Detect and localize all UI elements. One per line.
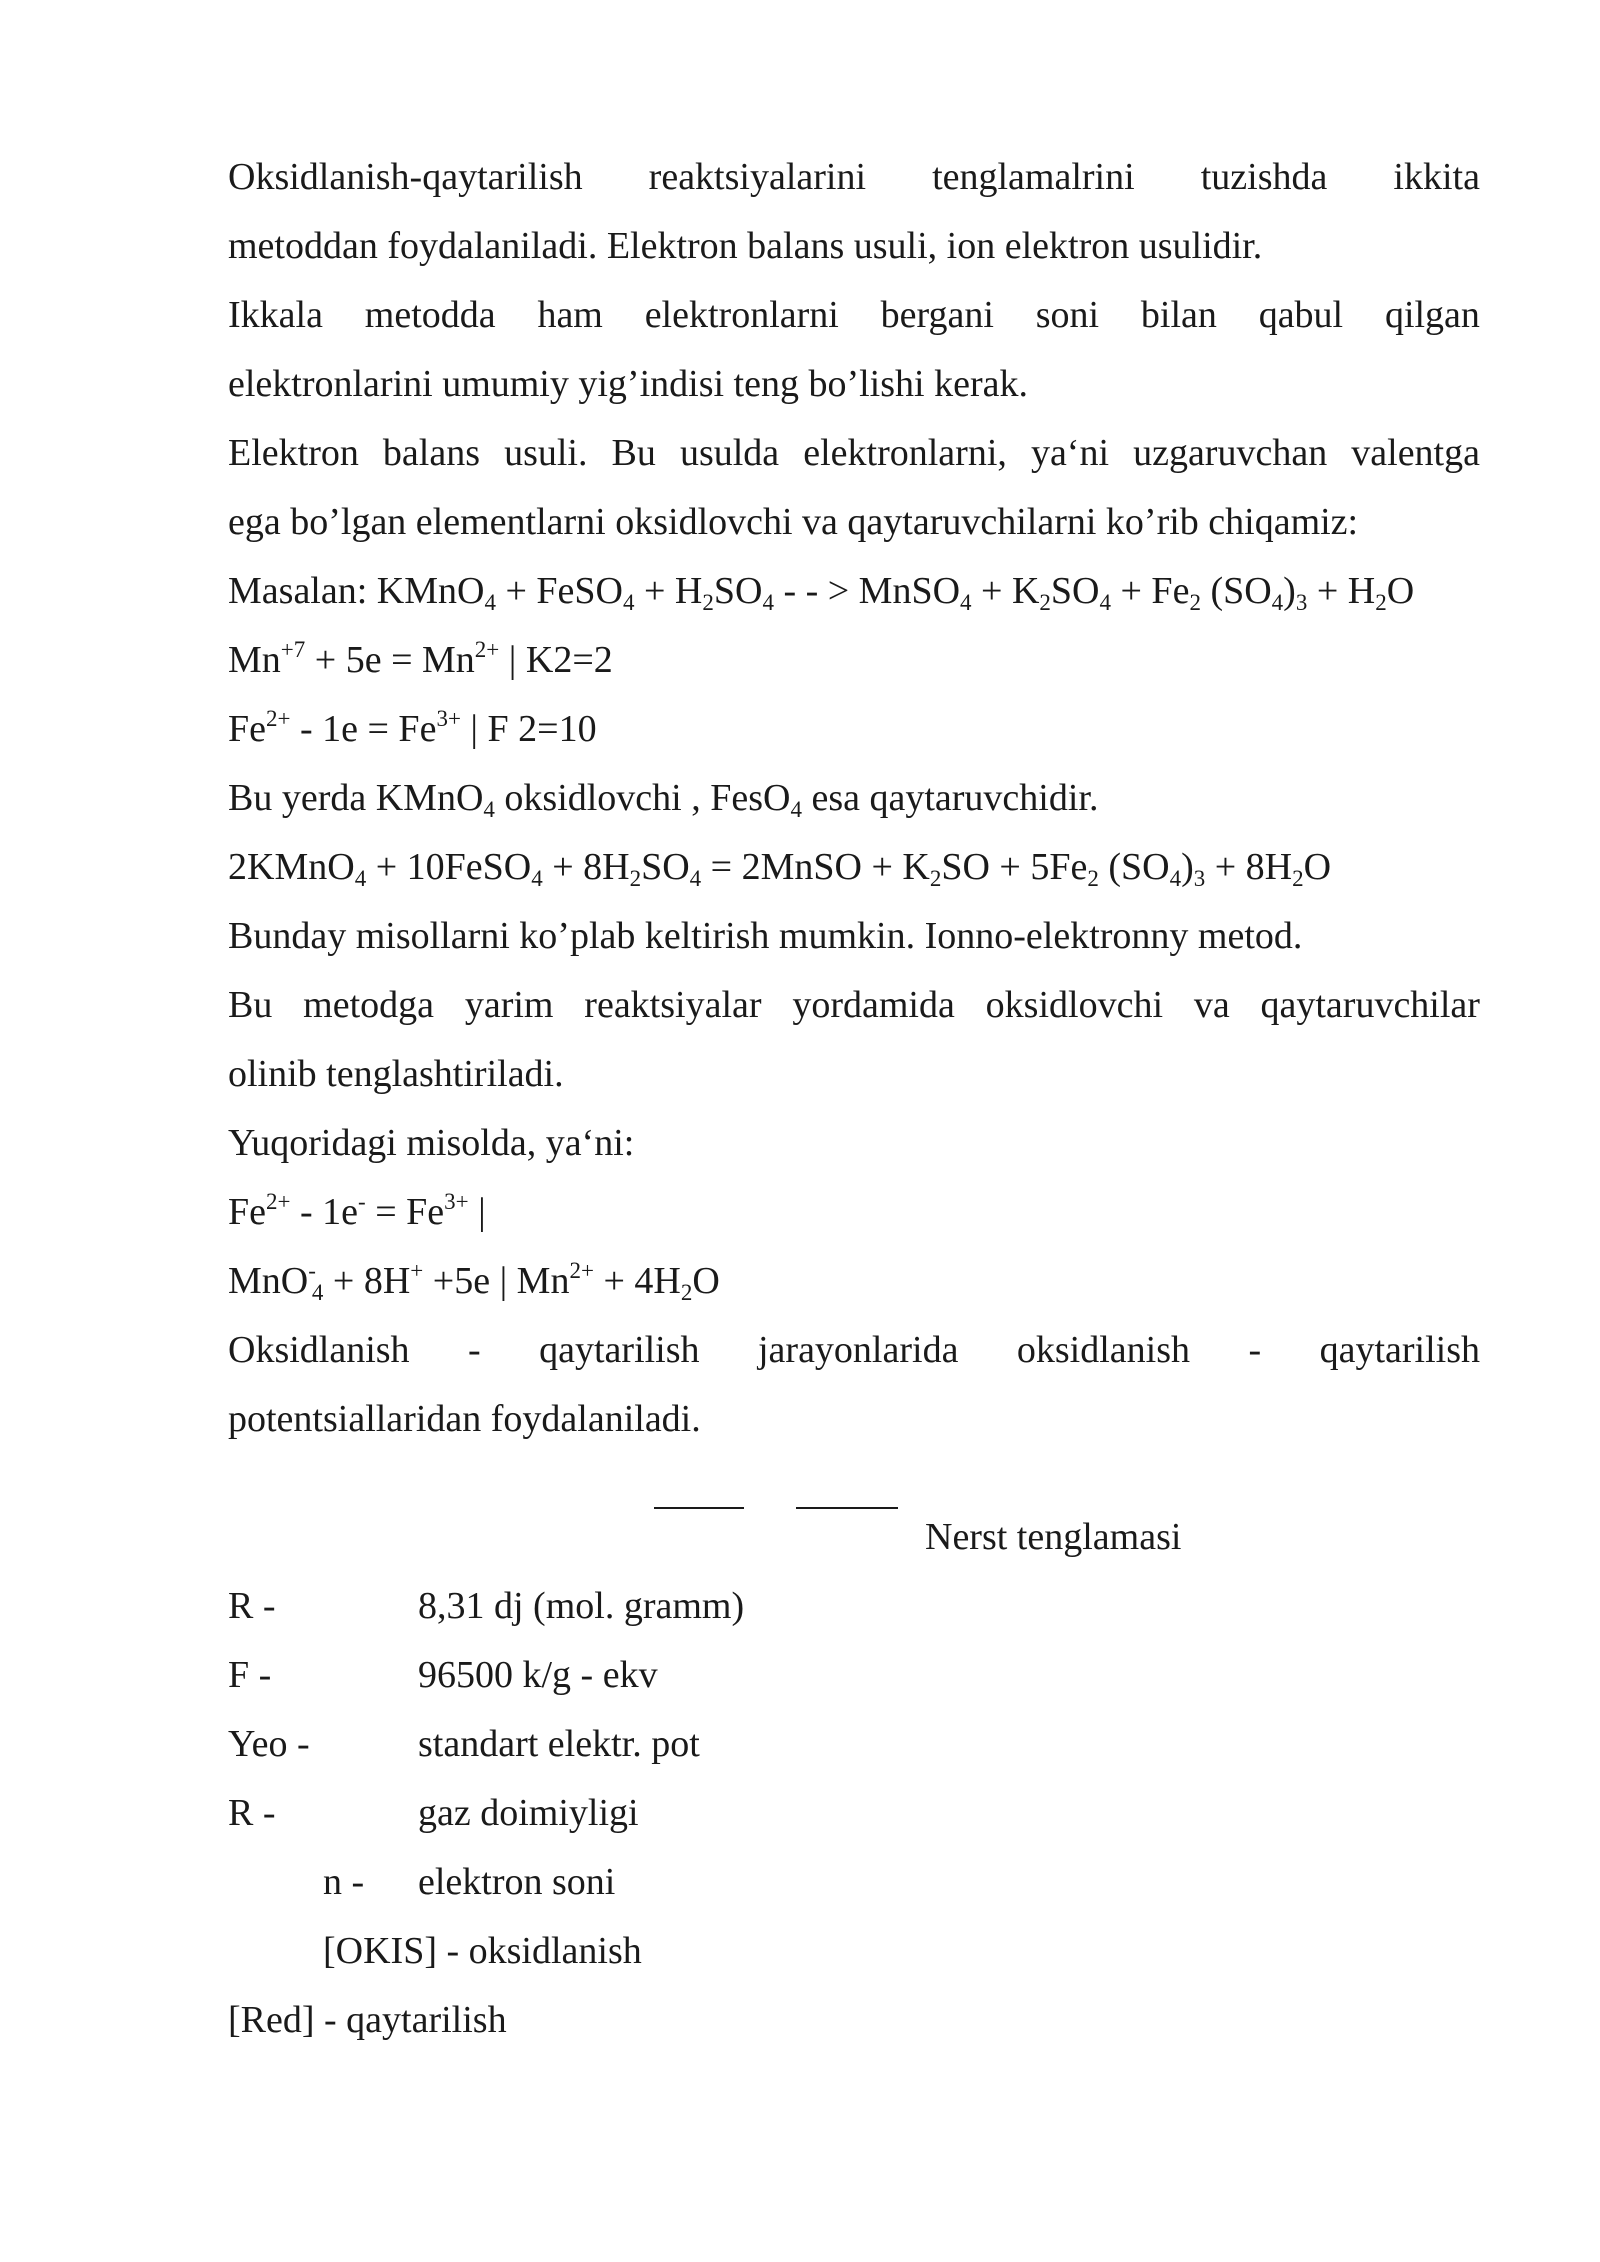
word: reaktsiyalarini <box>648 156 867 198</box>
word: Ikkala <box>228 294 323 336</box>
word: va <box>1193 984 1230 1026</box>
word: balans <box>382 432 480 474</box>
formula-rule-right <box>796 1507 898 1509</box>
balanced-equation: 2KMnO$_4$ + 10FeSO$_4$ + $8H_2SO_4$ = 2MnSO + $K_2SO + 5Fe_2$ $(SO_4)_3 + 8H_2O$ <box>228 846 1332 891</box>
word: soni <box>1035 294 1100 336</box>
word: oksidlanish <box>1016 1329 1191 1371</box>
word: oksidlovchi <box>985 984 1163 1026</box>
paragraph-2-line-1 <box>228 281 1480 350</box>
paragraph-2-line-2: elektronlarini umumiy yig’indisi teng bo’lishi kerak. <box>228 363 1028 405</box>
paragraph-4: Bunday misollarni ko’plab keltirish mumkin. Ionno-elektronny metod. <box>228 915 1303 957</box>
definition-text: elektron soni <box>418 1861 616 1903</box>
word: valentga <box>1351 432 1480 474</box>
word: Oksidlanish <box>228 1329 410 1371</box>
definition-symbol: n - <box>323 1861 365 1903</box>
definition-symbol: F - <box>228 1654 272 1696</box>
definition-text: 8,31 dj (mol. gramm) <box>418 1585 745 1627</box>
word: Bu <box>611 432 656 474</box>
main-text <box>228 143 1480 1454</box>
word: reaktsiyalar <box>584 984 762 1026</box>
definition-symbol: R - <box>228 1585 276 1627</box>
half-reaction-fe: $Fe^{2+} - 1e = Fe^{3+}$ | F 2=10 <box>228 706 597 750</box>
word: - <box>1248 1329 1262 1371</box>
paragraph-1-line-2: metoddan foydalaniladi. Elektron balans usuli, ion elektron usulidir. <box>228 225 1263 267</box>
word: yordamida <box>792 984 955 1026</box>
paragraph-3-line-1 <box>228 419 1480 488</box>
formula-rule-left <box>654 1507 744 1509</box>
word: elektronlarni <box>644 294 839 336</box>
ion-reaction-mn: MnO-$_4$ + 8H+ +5e | $Mn^{2+} + 4H_2O$ <box>228 1258 720 1305</box>
word: bilan <box>1140 294 1217 336</box>
word: - <box>468 1329 481 1371</box>
word: metodda <box>364 294 496 336</box>
paragraph-6: Yuqoridagi misolda, ya‘ni: <box>228 1122 635 1164</box>
definition-text: 96500 k/g - ekv <box>418 1654 658 1696</box>
nernst-equation-title: Nerst tenglamasi <box>925 1516 1182 1558</box>
paragraph-7-line-2: potentsiallaridan foydalaniladi. <box>228 1398 701 1440</box>
ion-reaction-fe: $Fe^{2+} - 1e^- = Fe^{3+}$ | <box>228 1189 486 1233</box>
definition-symbol: [OKIS] - oksidlanish <box>323 1930 642 1972</box>
word: Oksidlanish-qaytarilish <box>228 156 583 198</box>
word: tuzishda <box>1200 156 1328 198</box>
paragraph-7-line-1 <box>228 1316 1480 1385</box>
word: usulda <box>679 432 780 474</box>
paragraph-5-line-1 <box>228 971 1480 1040</box>
word: uzgaruvchan <box>1133 432 1328 474</box>
word: ikkita <box>1393 156 1480 198</box>
definition-symbol: R - <box>228 1792 276 1834</box>
word: qabul <box>1258 294 1344 336</box>
word: ham <box>537 294 603 336</box>
word: ya‘ni <box>1030 432 1110 474</box>
word: elektronlarni, <box>803 432 1007 474</box>
paragraph-3-line-2: ega bo’lgan elementlarni oksidlovchi va qaytaruvchilarni ko’rib chiqamiz: <box>228 501 1359 543</box>
word: bergani <box>880 294 994 336</box>
word: qaytaruvchilar <box>1260 984 1480 1026</box>
paragraph-1-line-1 <box>228 143 1480 212</box>
word: Elektron <box>228 432 359 474</box>
word: jarayonlarida <box>757 1329 959 1371</box>
definition-text: gaz doimiyligi <box>418 1792 639 1834</box>
word: qaytarilish <box>539 1329 700 1371</box>
definition-symbol: [Red] - qaytarilish <box>228 1999 507 2041</box>
half-reaction-mn: $Mn^{+7} + 5e = Mn^{2+}$ | K2=2 <box>228 637 613 681</box>
oxidizer-note: Bu yerda KMnO$_4$ oksidlovchi , FesO$_4$ esa qaytaruvchidir. <box>228 777 1099 822</box>
definition-symbol: Yeo - <box>228 1723 310 1765</box>
paragraph-5-line-2: olinib tenglashtiriladi. <box>228 1053 564 1095</box>
word: yarim <box>464 984 554 1026</box>
word: Bu <box>228 984 273 1026</box>
definition-text: standart elektr. pot <box>418 1723 700 1765</box>
word: qaytarilish <box>1319 1329 1480 1371</box>
word: qilgan <box>1384 294 1480 336</box>
example-equation: Masalan: KMnO$_4$ + FeSO$_4$ + $H_2SO_4$ - - > MnSO$_4$ + $K_2SO_4 + Fe_2$ $(SO_4)_3 + H_2O$ <box>228 570 1415 615</box>
word: metodga <box>303 984 435 1026</box>
word: usuli. <box>504 432 588 474</box>
word: tenglamalrini <box>932 156 1135 198</box>
